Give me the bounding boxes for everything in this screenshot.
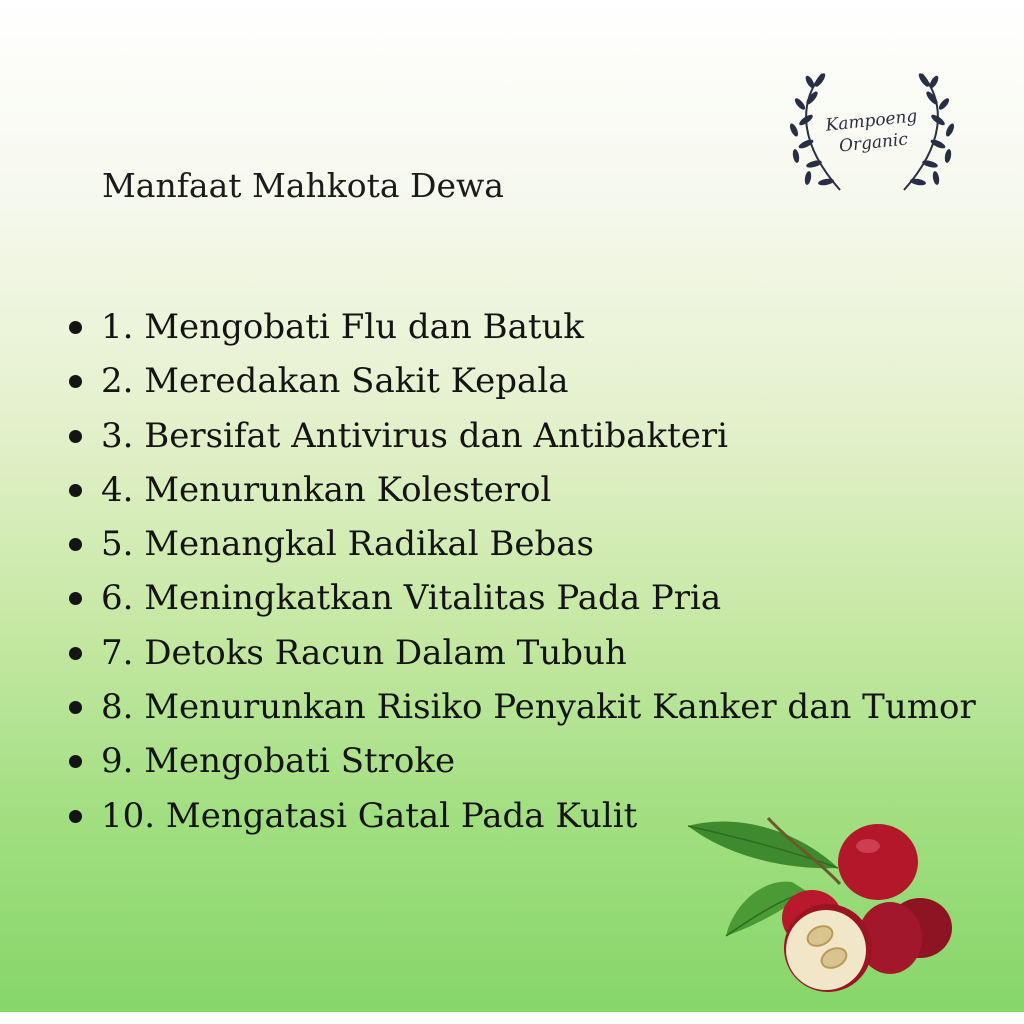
list-item-text: 8. Menurunkan Risiko Penyakit Kanker dan Tumor (101, 687, 976, 728)
list-item-text: 7. Detoks Racun Dalam Tubuh (101, 632, 627, 673)
bullet-icon (69, 647, 82, 660)
page-title: Manfaat Mahkota Dewa (102, 166, 504, 205)
bullet-icon (69, 755, 82, 768)
list-item-text: 4. Menurunkan Kolesterol (101, 469, 552, 510)
kampoeng-organic-logo (782, 68, 962, 198)
logo-text-line2: Organic (838, 129, 909, 157)
list-item-text: 9. Mengobati Stroke (101, 741, 456, 782)
list-item (66, 300, 976, 354)
list-item (66, 734, 976, 788)
list-item (66, 409, 976, 463)
list-item (66, 626, 976, 680)
logo-text-line1: Kampoeng (824, 106, 919, 136)
list-item (66, 517, 976, 571)
list-item (66, 463, 976, 517)
list-item-text: 10. Mengatasi Gatal Pada Kulit (101, 795, 638, 836)
list-item (66, 680, 976, 734)
list-item-text: 2. Meredakan Sakit Kepala (101, 361, 569, 402)
mahkota-dewa-fruit-image (680, 812, 960, 1002)
list-item-text: 1. Mengobati Flu dan Batuk (101, 307, 585, 347)
bullet-icon (69, 538, 82, 551)
list-item (66, 571, 976, 625)
list-item (66, 354, 976, 408)
bullet-icon (69, 701, 82, 714)
fruit-icon (838, 824, 918, 900)
bullet-icon (69, 484, 82, 497)
bullet-icon (69, 375, 82, 388)
bullet-icon (69, 592, 82, 605)
bullet-icon (69, 810, 82, 823)
bullet-icon (69, 430, 82, 443)
bottom-border (0, 1012, 1024, 1024)
list-item-text: 5. Menangkal Radikal Bebas (101, 524, 594, 565)
benefits-list (66, 300, 976, 843)
list-item-text: 3. Bersifat Antivirus dan Antibakteri (101, 415, 729, 456)
bullet-icon (69, 321, 82, 334)
list-item-text: 6. Meningkatkan Vitalitas Pada Pria (101, 578, 722, 619)
